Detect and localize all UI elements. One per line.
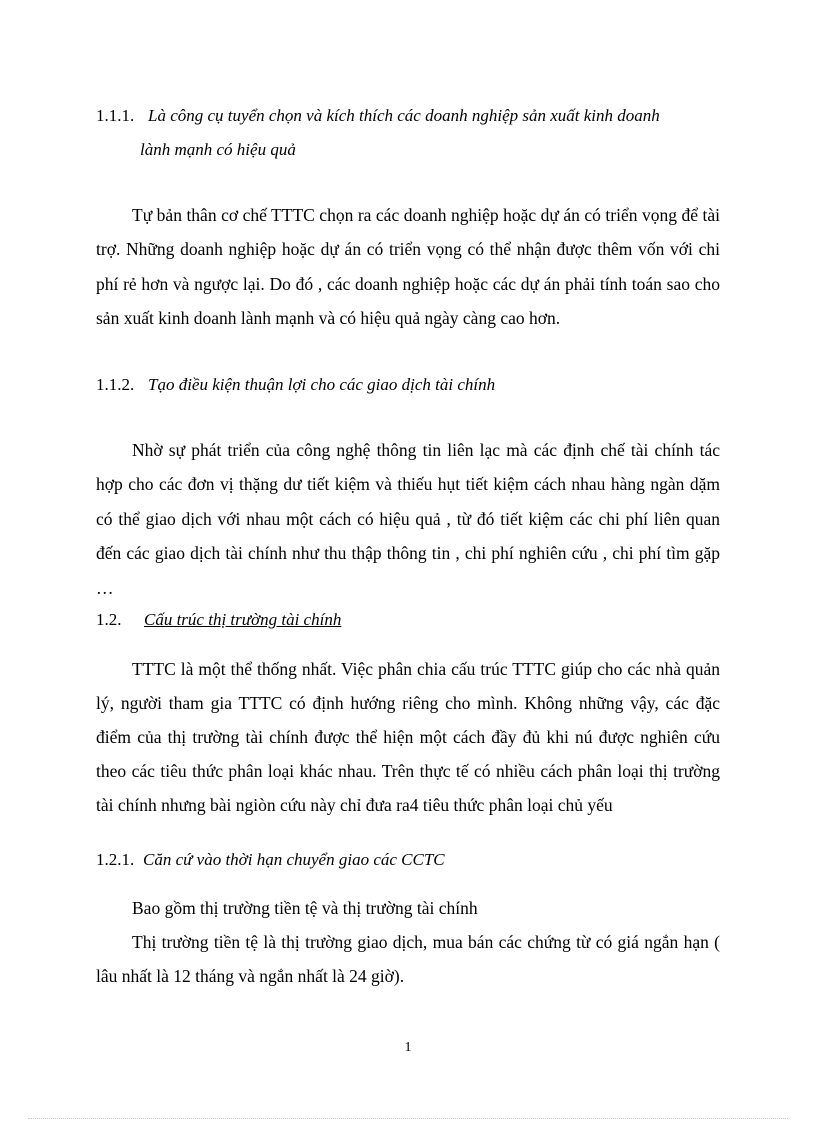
section-1-2-1-body-2: Thị trường tiền tệ là thị trường giao dịch, mua bán các chứng từ có giá ngắn hạn ( lâu nhất là 12 tháng và ngắn nhất là 24 giờ). [96,931,720,986]
section-1-2-number: 1.2. [96,610,122,629]
section-1-1-1-body: Tự bản thân cơ chế TTTC chọn ra các doanh nghiệp hoặc dự án có triển vọng để tài trợ. Những doanh nghiệp hoặc dự án có triển vọng có thể nhận được thêm vốn với chi phí rẻ hơn và ngược lại. Do đó , các doanh nghiệp hoặc các dự án phải tính toán sao cho sản xuất kinh doanh lành mạnh và có hiệu quả ngày càng cao hơn. [96,204,720,328]
section-1-2-title: Cấu trúc thị trường tài chính [144,610,342,629]
section-1-2-body: TTTC là một thể thống nhất. Việc phân chia cấu trúc TTTC giúp cho các nhà quản lý, người tham gia TTTC có định hướng riêng cho mình. Không những vậy, các đặc điểm của thị trường tài chính được thể hiện một cách đầy đủ khi nú được nghiên cứu theo các tiêu thức phân loại khác nhau. Trên thực tế có nhiều cách phân loại thị trường tài chính nhưng bài ngiòn cứu này chỉ đưa ra4 tiêu thức phân loại chủ yếu [96,658,720,815]
section-1-1-2-body: Nhờ sự phát triển của công nghệ thông tin liên lạc mà các định chế tài chính tác hợp cho các đơn vị thặng dư tiết kiệm và thiếu hụt tiết kiệm cách nhau hàng ngàn dặm có thể giao dịch với nhau một cách có hiệu quả , từ đó tiết kiệm các chi phí liên quan đến các giao dịch tài chính như thu thập thông tin , chi phí nghiên cứu , chi phí tìm gặp … [96,439,720,598]
page-number: 1 [404,1040,412,1055]
page-bottom-divider [28,1118,788,1119]
section-1-1-2-title: Tạo điều kiện thuận lợi cho các giao dịch tài chính [148,375,496,394]
section-1-2-1-number: 1.2.1. [96,850,135,869]
section-1-1-2-number: 1.1.2. [96,375,135,394]
section-1-2-1-title: Căn cứ vào thời hạn chuyển giao các CCTC [143,850,445,869]
section-1-2-1-body-1: Bao gồm thị trường tiền tệ và thị trường tài chính [132,897,478,918]
section-1-1-1-number: 1.1.1. [96,106,135,125]
section-1-1-1-title-line2: lành mạnh có hiệu quả [140,140,296,159]
section-1-1-1-title-line1: Là công cụ tuyển chọn và kích thích các doanh nghiệp sản xuất kinh doanh [148,106,660,125]
